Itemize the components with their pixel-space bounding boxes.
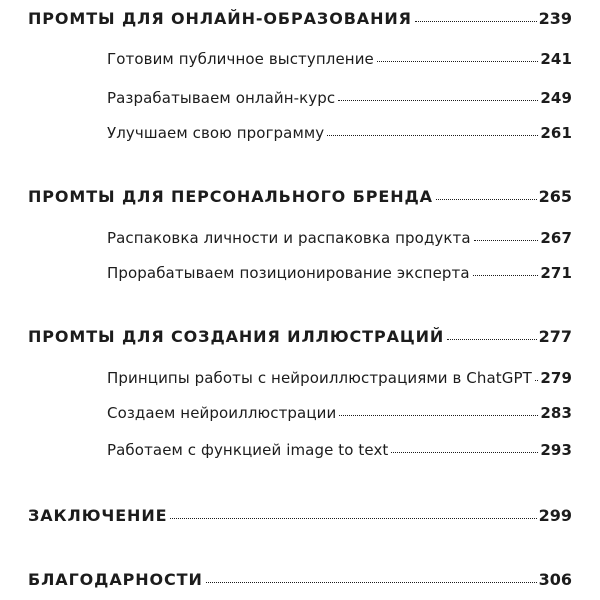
toc-page-number: 279 bbox=[540, 369, 572, 387]
toc-page-number: 306 bbox=[538, 570, 572, 589]
toc-page-number: 261 bbox=[540, 124, 572, 142]
toc-section-conclusion[interactable] bbox=[28, 506, 572, 525]
dot-leader bbox=[339, 415, 538, 416]
toc-section-title: ПРОМТЫ ДЛЯ ПЕРСОНАЛЬНОГО БРЕНДА bbox=[28, 187, 433, 206]
toc-item-public-speech[interactable] bbox=[107, 50, 572, 68]
toc-section-title: ПРОМТЫ ДЛЯ СОЗДАНИЯ ИЛЛЮСТРАЦИЙ bbox=[28, 327, 445, 346]
dot-leader bbox=[415, 21, 537, 22]
toc-item-title: Принципы работы с нейроиллюстрациями в ChatGPT bbox=[107, 369, 532, 387]
toc-section-title: БЛАГОДАРНОСТИ bbox=[28, 570, 203, 589]
dot-leader bbox=[447, 339, 536, 340]
toc-item-title: Работаем с функцией image to text bbox=[107, 441, 389, 459]
toc-item-improve-program[interactable] bbox=[107, 124, 572, 142]
dot-leader bbox=[327, 135, 538, 136]
toc-item-neuro-principles[interactable] bbox=[107, 369, 572, 387]
toc-item-title: Улучшаем свою программу bbox=[107, 124, 325, 142]
dot-leader bbox=[391, 452, 538, 453]
toc-page-number: 293 bbox=[540, 441, 572, 459]
toc-item-image-to-text[interactable] bbox=[107, 441, 572, 459]
toc-item-online-course[interactable] bbox=[107, 89, 572, 107]
dot-leader bbox=[473, 275, 539, 276]
toc-item-expert-positioning[interactable] bbox=[107, 264, 572, 282]
toc-section-title: ПРОМТЫ ДЛЯ ОНЛАЙН-ОБРАЗОВАНИЯ bbox=[28, 9, 412, 28]
toc-page-number: 277 bbox=[538, 327, 572, 346]
toc-section-personal-brand[interactable] bbox=[28, 187, 572, 206]
toc-page-number: 267 bbox=[540, 229, 572, 247]
dot-leader bbox=[436, 199, 537, 200]
dot-leader bbox=[206, 582, 537, 583]
dot-leader bbox=[474, 240, 539, 241]
toc-section-acknowledgements[interactable] bbox=[28, 570, 572, 589]
toc-section-online-education[interactable] bbox=[28, 9, 572, 28]
toc-page-number: 299 bbox=[538, 506, 572, 525]
toc-item-title: Разрабатываем онлайн-курс bbox=[107, 89, 336, 107]
toc-item-title: Распаковка личности и распаковка продукта bbox=[107, 229, 471, 247]
toc-page-number: 239 bbox=[538, 9, 572, 28]
toc-item-personality-unpacking[interactable] bbox=[107, 229, 572, 247]
toc-page-number: 249 bbox=[540, 89, 572, 107]
toc-page-number: 241 bbox=[540, 50, 572, 68]
dot-leader bbox=[377, 61, 538, 62]
toc-item-title: Готовим публичное выступление bbox=[107, 50, 374, 68]
toc-page-number: 283 bbox=[540, 404, 572, 422]
toc-section-title: ЗАКЛЮЧЕНИЕ bbox=[28, 506, 168, 525]
toc-item-title: Прорабатываем позиционирование эксперта bbox=[107, 264, 470, 282]
toc-page-number: 265 bbox=[538, 187, 572, 206]
dot-leader bbox=[338, 100, 538, 101]
dot-leader bbox=[170, 518, 536, 519]
toc-item-title: Создаем нейроиллюстрации bbox=[107, 404, 337, 422]
toc-section-illustrations[interactable] bbox=[28, 327, 572, 346]
toc-page-number: 271 bbox=[540, 264, 572, 282]
dot-leader bbox=[535, 380, 538, 381]
toc-item-create-neuro[interactable] bbox=[107, 404, 572, 422]
